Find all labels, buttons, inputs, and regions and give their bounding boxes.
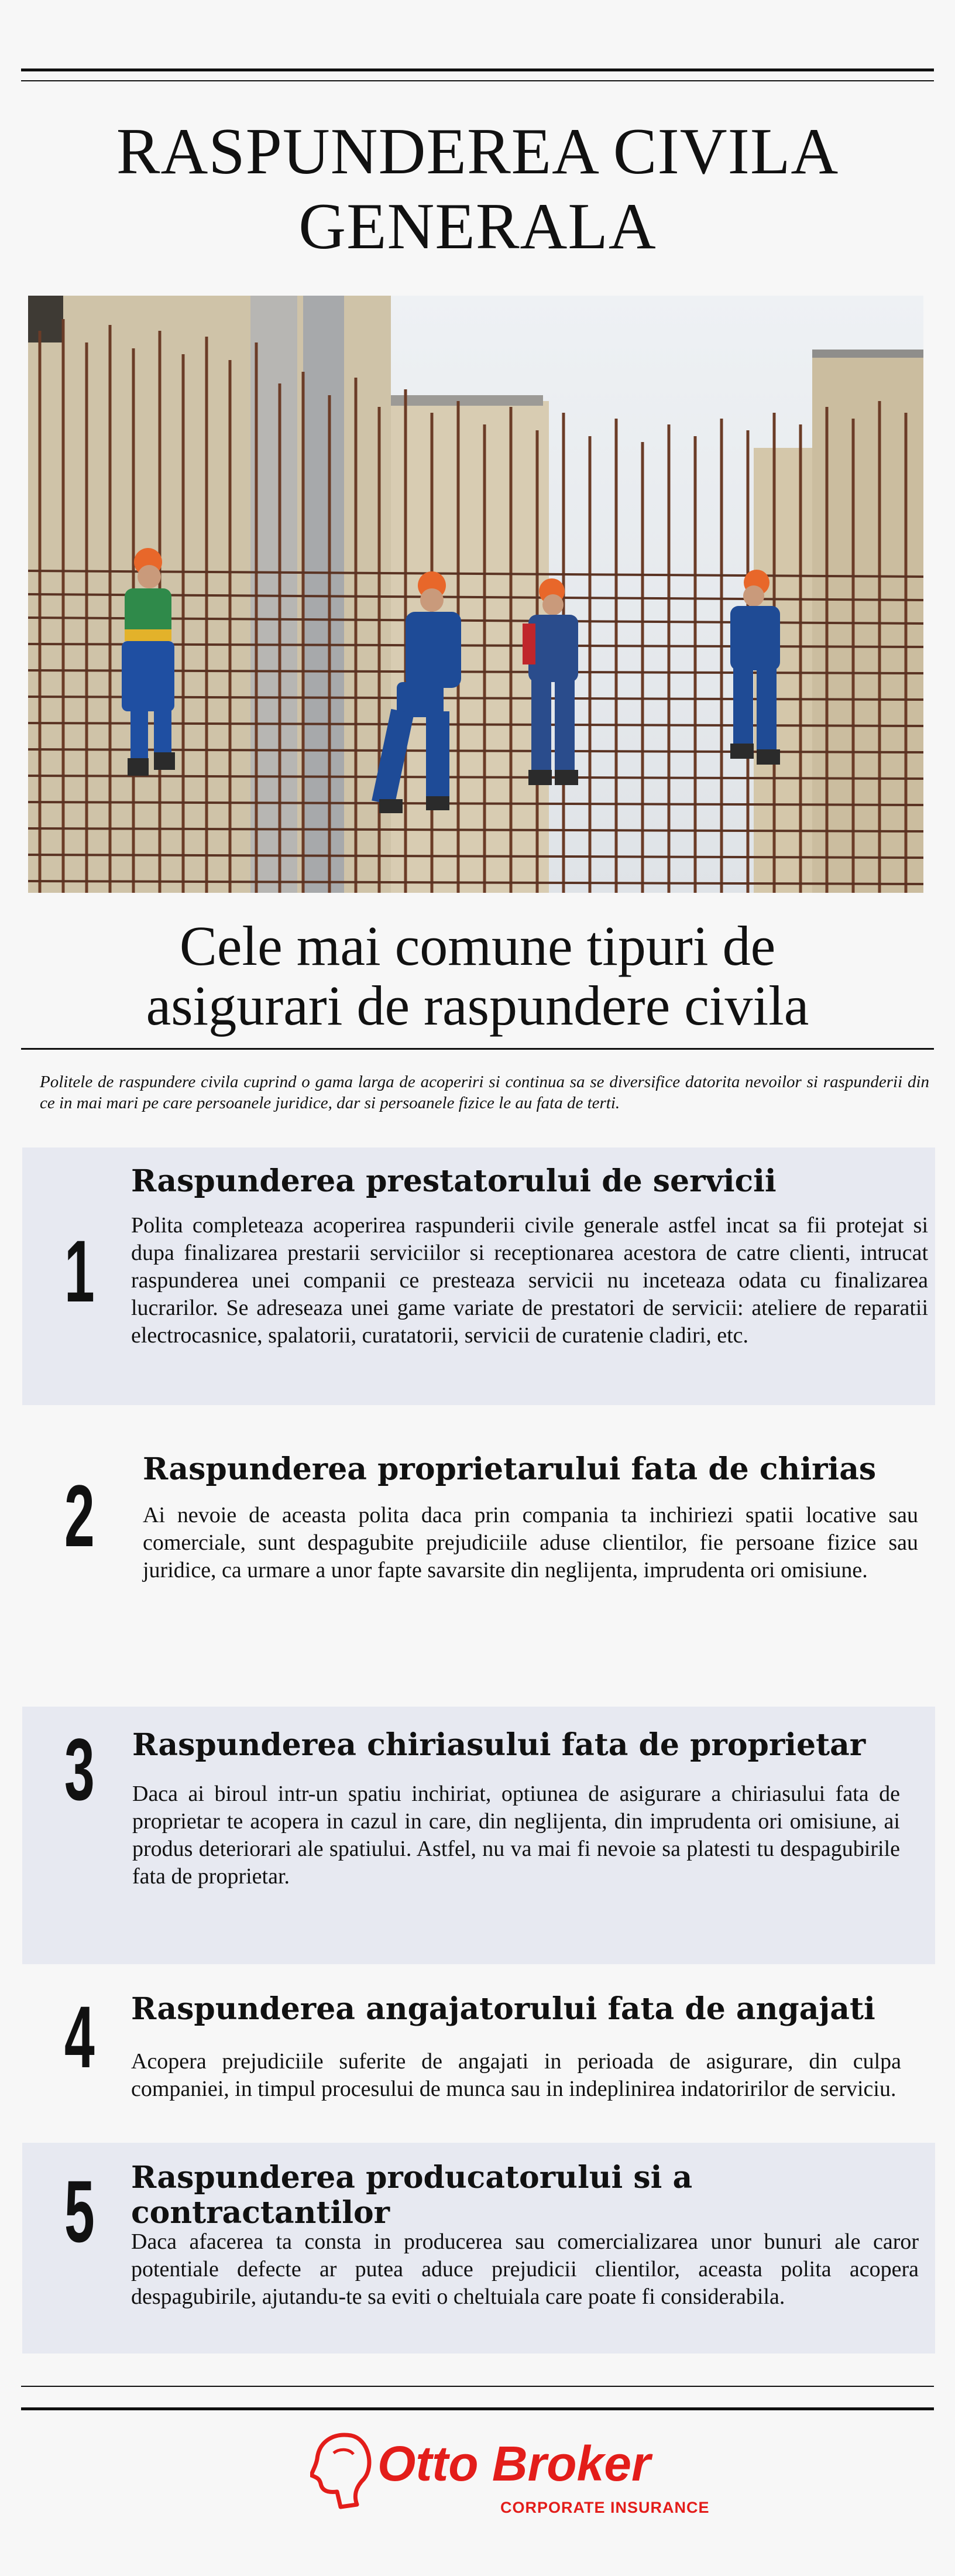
section-5-box	[22, 2143, 935, 2354]
section-4-title: Raspunderea angajatorului fata de angajati	[131, 1991, 875, 2027]
section-2-number: 2	[64, 1467, 95, 1565]
section-heading-line-1: Cele mai comune tipuri de	[179, 914, 776, 977]
section-2-title: Raspunderea proprietarului fata de chirias	[143, 1451, 877, 1487]
section-2-text: Ai nevoie de aceasta polita daca prin compania ta inchiriezi spatii locative sau comerciale, sunt despagubite prejudiciile aduse clientilor, fie persoane fizice sau juridice, ca urmare a unor fapte savarsite din neglijenta, imprudenta ori omisiune.	[143, 1503, 918, 1582]
section-heading	[21, 916, 934, 1036]
page-title-line-2: GENERALA	[298, 190, 657, 263]
brand-tagline: CORPORATE INSURANCE	[500, 2499, 710, 2516]
section-1-text: Polita completeaza acoperirea raspunderii civile generale astfel incat sa fii protejat si dupa finalizarea prestarii serviciilor si receptionarea acestora de catre clienti, intrucat raspunderea unei companii ce presteaza servicii nu inceteaza odata cu finalizarea lucrarilor. Se adreseaza unei game variate de prestatori de servicii: ateliere de reparatii electrocasnice, spalatorii, curatatorii, servicii de curatenie cladiri, etc.	[131, 1213, 928, 1348]
section-5-title: Raspunderea producatorului si a contractantilor	[131, 2160, 693, 2231]
page-title-line-1: RASPUNDEREA CIVILA	[116, 115, 839, 188]
section-1-box	[22, 1147, 935, 1405]
top-rule-thick	[21, 68, 934, 71]
construction-workers-photo	[28, 296, 923, 893]
section-2-box	[22, 1429, 935, 1663]
brand-name: Otto Broker	[377, 2436, 651, 2491]
page-title	[21, 114, 934, 264]
intro-paragraph: Politele de raspundere civila cuprind o gama larga de acoperiri si continua sa se diversifice datorita nevoilor si raspunderii din ce in mai mari pe care persoanele juridice, dar si persoanele fizice le au fata de terti.	[40, 1073, 929, 1112]
section-4-number: 4	[64, 1988, 95, 2086]
section-3-box	[22, 1707, 935, 1964]
section-4-text: Acopera prejudiciile suferite de angajati in perioada de asigurare, din culpa companiei, in timpul procesului de munca sau in indeplinirea indatoririlor de serviciu.	[131, 2049, 901, 2101]
section-3-title: Raspunderea chiriasului fata de proprietar	[132, 1727, 866, 1763]
section-1-title: Raspunderea prestatorului de servicii	[131, 1163, 777, 1199]
section-5-text: Daca afacerea ta consta in producerea sau comercializarea unor bunuri ale caror potentiale defecte ar putea aduce prejudicii clientilor, aceasta polita acopera despagubirile, ajutandu-te sa eviti o cheltuiala care poate fi considerabila.	[131, 2229, 919, 2309]
otto-broker-logo	[310, 2430, 710, 2535]
section-5-number: 5	[64, 2162, 95, 2260]
head-profile-icon	[310, 2430, 375, 2512]
top-rule-thin	[21, 80, 934, 81]
section-heading-line-2: asigurari de raspundere civila	[146, 974, 809, 1037]
subtitle-rule	[21, 1048, 934, 1050]
bottom-rule-thin	[21, 2386, 934, 2387]
section-3-text: Daca ai biroul intr-un spatiu inchiriat, optiunea de asigurare a chiriasului fata de proprietar te acopera in cazul in care, din neglijenta, din imprudenta ori omisiune, ai produs deteriorari ale spatiului. Astfel, nu va mai fi nevoie sa platesti tu despagubirile fata de proprietar.	[132, 1782, 900, 1889]
construction-workers-illustration	[28, 296, 923, 893]
bottom-rule-thick	[21, 2407, 934, 2410]
section-3-number: 3	[64, 1720, 95, 1818]
section-1-number: 1	[64, 1222, 95, 1320]
section-4-box	[22, 1967, 935, 2137]
